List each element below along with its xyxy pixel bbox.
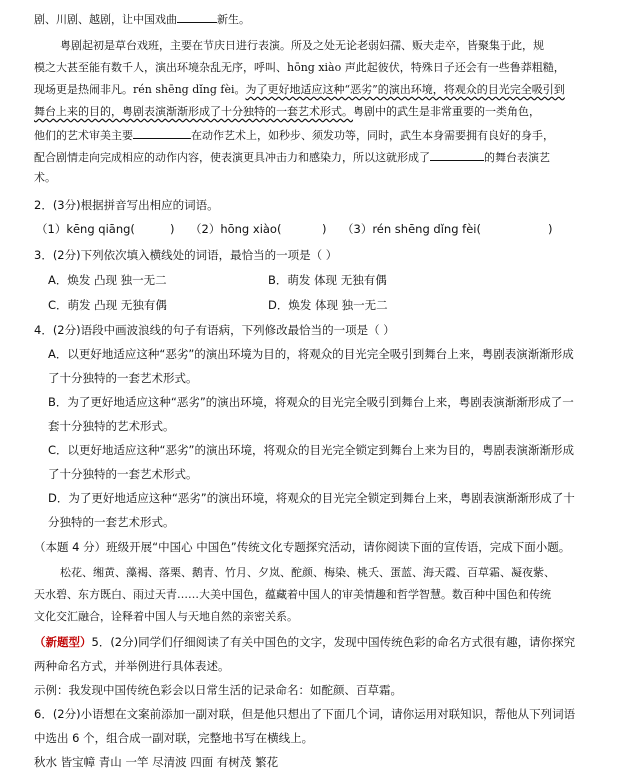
answer-blank[interactable] <box>133 126 191 139</box>
question-5-line-1 <box>34 634 575 650</box>
passage-text: 在动作艺术上，如秒步、须发功等，同时，武生本身需要拥有良好的身手， <box>191 129 554 142</box>
q3-option-d[interactable]: D．焕发 体现 独一无二 <box>268 298 388 312</box>
passage-line-3 <box>34 82 565 98</box>
new-type-badge: （新题型） <box>34 635 92 649</box>
wavy-sentence: 舞台上来的目的，粤剧表演渐渐形成了十分独特的一套艺术形式。 <box>34 105 353 118</box>
q2-item-3: （3）rén shēng dǐng fèi( <box>342 222 481 236</box>
question-3-title: 3．(2分)下列依次填入横线处的词语，最恰当的一项是（ ） <box>34 248 338 262</box>
passage-line-4 <box>34 104 540 120</box>
passage-line-2: 模之大甚至能有数千人，演出环境杂乱无序，呼叫、hōng xiào 声此起彼伏，特殊日子还会有一些鲁莽粗糙， <box>34 61 565 74</box>
q2-close-paren: ) <box>170 222 175 236</box>
q2-item-1: （1）kēng qiāng( <box>36 222 135 236</box>
q3-option-b[interactable]: B．萌发 体现 无独有偶 <box>268 273 387 287</box>
q5-example: 示例：我发现中国传统色彩会以日常生活的记录命名：如酡颜、百草霜。 <box>34 683 402 697</box>
q4-option-c[interactable]: C．以更好地适应这种“恶劣”的演出环境，将观众的目光完全锁定到舞台上来为目的，粤剧表演渐渐形成 <box>48 443 574 457</box>
wavy-sentence: 为了更好地适应这种“恶劣”的演出环境，将观众的目光完全吸引到 <box>245 83 565 96</box>
section-intro: （本题 4 分）班级开展“中国心 中国色”传统文化专题探究活动，请你阅读下面的宣传语，完成下面小题。 <box>34 540 571 554</box>
passage-text: 配合剧情走向完成相应的动作内容，使表演更具冲击力和感染力，所以这就形成了 <box>34 151 430 164</box>
passage-text: 现场更是热闹非凡。rén shēng dǐng fèi。 <box>34 83 246 96</box>
q4-option-b-cont: 套十分独特的艺术形式。 <box>48 419 175 433</box>
q3-option-c[interactable]: C．萌发 凸现 无独有偶 <box>48 298 167 312</box>
answer-blank[interactable] <box>177 10 217 23</box>
passage-line-7: 术。 <box>34 171 56 184</box>
passage-text: 他们的艺术审美主要 <box>34 129 133 142</box>
q2-close-paren: ) <box>322 222 327 236</box>
question-4-title: 4．(2分)语段中画波浪线的句子有语病，下列修改最恰当的一项是（ ） <box>34 323 395 337</box>
passage-line-5 <box>34 126 554 144</box>
question-2-title: 2．(3分)根据拼音写出相应的词语。 <box>34 198 219 212</box>
q4-option-b[interactable]: B．为了更好地适应这种“恶劣”的演出环境，将观众的目光完全吸引到舞台上来，粤剧表演渐渐形成了一 <box>48 395 574 409</box>
q3-option-a[interactable]: A．焕发 凸现 独一无二 <box>48 273 167 287</box>
passage-line-6 <box>34 148 550 166</box>
q2-item-2: （2）hōng xiào( <box>190 222 282 236</box>
question-6-line-2: 中选出 6 个，组合成一副对联，完整地书写在横线上。 <box>34 731 314 745</box>
q4-option-a[interactable]: A．以更好地适应这种“恶劣”的演出环境为目的，将观众的目光完全吸引到舞台上来，粤剧表演渐渐形成 <box>48 347 574 361</box>
passage-text: 的舞台表演艺 <box>484 151 550 164</box>
question-6-line-1: 6．(2分)小语想在文案前添加一副对联，但是他只想出了下面几个词，请你运用对联知识，帮他从下列词语 <box>34 707 576 721</box>
q4-option-c-cont: 了十分独特的一套艺术形式。 <box>48 467 198 481</box>
passage-text: 剧、川剧、越剧，让中国戏曲 <box>34 13 177 26</box>
q5-text: 5．(2分)同学们仔细阅读了有关中国色的文字，发现中国传统色彩的命名方式很有趣，请你探究 <box>91 635 576 649</box>
colors-line-3: 文化交汇融合，诠释着中国人与天地自然的亲密关系。 <box>34 610 298 623</box>
colors-line-1: 松花、缃黄、藻褐、落栗、鹅青、竹月、夕岚、酡颜、梅染、桃夭、蛋蓝、海天霞、百草霜、凝夜紫、 <box>60 566 555 579</box>
passage-text: 粤剧中的武生是非常重要的一类角色， <box>353 105 540 118</box>
q4-option-d-cont: 分独特的一套艺术形式。 <box>48 515 175 529</box>
q2-close-paren: ) <box>548 222 553 236</box>
answer-blank[interactable] <box>430 148 484 161</box>
colors-line-2: 天水碧、东方既白、雨过天青……大美中国色，蕴藏着中国人的审美情趣和哲学智慧。数百种中国色和传统 <box>34 588 551 601</box>
q4-option-d[interactable]: D．为了更好地适应这种“恶劣”的演出环境，将观众的目光完全锁定到舞台上来，粤剧表演渐渐形成了十 <box>48 491 575 505</box>
q6-word-bank: 秋水 皆宝幛 青山 一竿 尽清波 四面 有树茂 繁花 <box>34 755 279 769</box>
passage-text: 新生。 <box>217 13 250 26</box>
question-5-line-2: 两种命名方式，并举例进行具体表述。 <box>34 659 230 673</box>
passage-line-0 <box>34 10 250 28</box>
q4-option-a-cont: 了十分独特的一套艺术形式。 <box>48 371 198 385</box>
passage-line-1: 粤剧起初是草台戏班，主要在节庆日进行表演。所及之处无论老弱妇孺、贩夫走卒，皆聚集于此，规 <box>60 39 544 52</box>
